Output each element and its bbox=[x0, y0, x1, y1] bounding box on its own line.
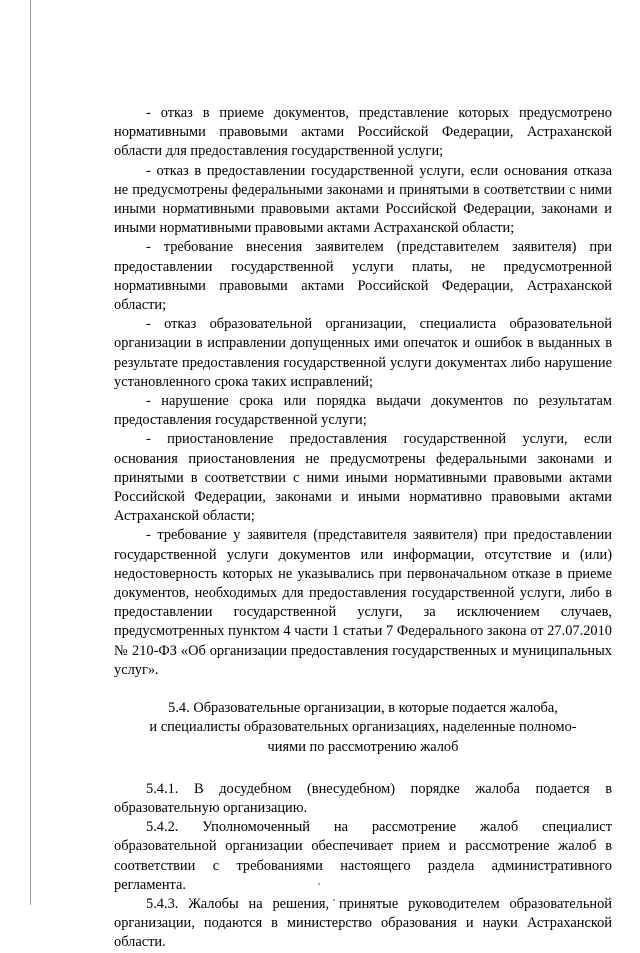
section-heading-line: 5.4. Образовательные организации, в которые подается жалоба, bbox=[168, 700, 558, 717]
paragraph: 5.4.3. Жалобы на решения, принятые руководителем образовательной организации, подаются в министерство образования и науки Астраханской области. bbox=[114, 895, 612, 951]
section-heading-line: и специалисты образовательных организациях, наделенные полномо- bbox=[149, 719, 577, 736]
list-item: - отказ в приеме документов, представление которых предусмотрено нормативными правовыми актами Российской Федерации, Астраханской области для предоставления государственной услуги; bbox=[114, 105, 612, 160]
list-item: - отказ в предоставлении государственной услуги, если основания отказа не предусмотрены федеральными законами и принятыми в соответствии с ними иными нормативными правовыми актами Российской Федерации, законами и иными нормативными правовыми актами Астраханской области; bbox=[114, 162, 612, 237]
list-item: - требование у заявителя (представителя заявителя) при предоставлении государственной услуги документов или информации, отсутствие и (или) недостоверность которых не указывались при первоначальном отказе в приеме документов, необходимых для предоставления государственной услуги, либо в предоставлении государственной услуги, за исключением случаев, предусмотренных пунктом 4 части 1 статьи 7 Федерального закона от 27.07.2010 № 210-ФЗ «Об организации предоставления государственных и муниципальных услуг». bbox=[114, 527, 612, 678]
section-body bbox=[114, 780, 612, 953]
list-item: - отказ образовательной организации, специалиста образовательной организации в исправлении допущенных ими опечаток и ошибок в выданных в результате предоставления государственной услуги документах либо нарушение установленного срока таких исправлений; bbox=[114, 316, 612, 390]
list-item: - требование внесения заявителем (представителем заявителя) при предоставлении государственной услуги платы, не предусмотренной нормативными правовыми актами Российской Федерации, Астраханской области; bbox=[114, 239, 612, 314]
document-page bbox=[114, 104, 612, 953]
list-item: - приостановление предоставления государственной услуги, если основания приостановления не предусмотрены федеральными законами и принятыми в соответствии с ними иными нормативными правовыми актами Российской Федерации, законами и иными нормативно правовыми актами Астраханской области; bbox=[114, 431, 612, 525]
paragraph: 5.4.1. В досудебном (внесудебном) порядке жалоба подается в образовательную организацию. bbox=[114, 780, 612, 816]
section-heading bbox=[114, 699, 612, 757]
section-heading-line: чиями по рассмотрению жалоб bbox=[267, 738, 459, 755]
scan-edge-line bbox=[30, 0, 31, 905]
list-section bbox=[114, 104, 612, 680]
paragraph: 5.4.2. Уполномоченный на рассмотрение жалоб специалист образовательной организации обеспечивает прием и рассмотрение жалоб в соответствии с требованиями настоящего раздела административного регламента. bbox=[114, 819, 612, 893]
list-item: - нарушение срока или порядка выдачи документов по результатам предоставления государственной услуги; bbox=[114, 393, 612, 429]
